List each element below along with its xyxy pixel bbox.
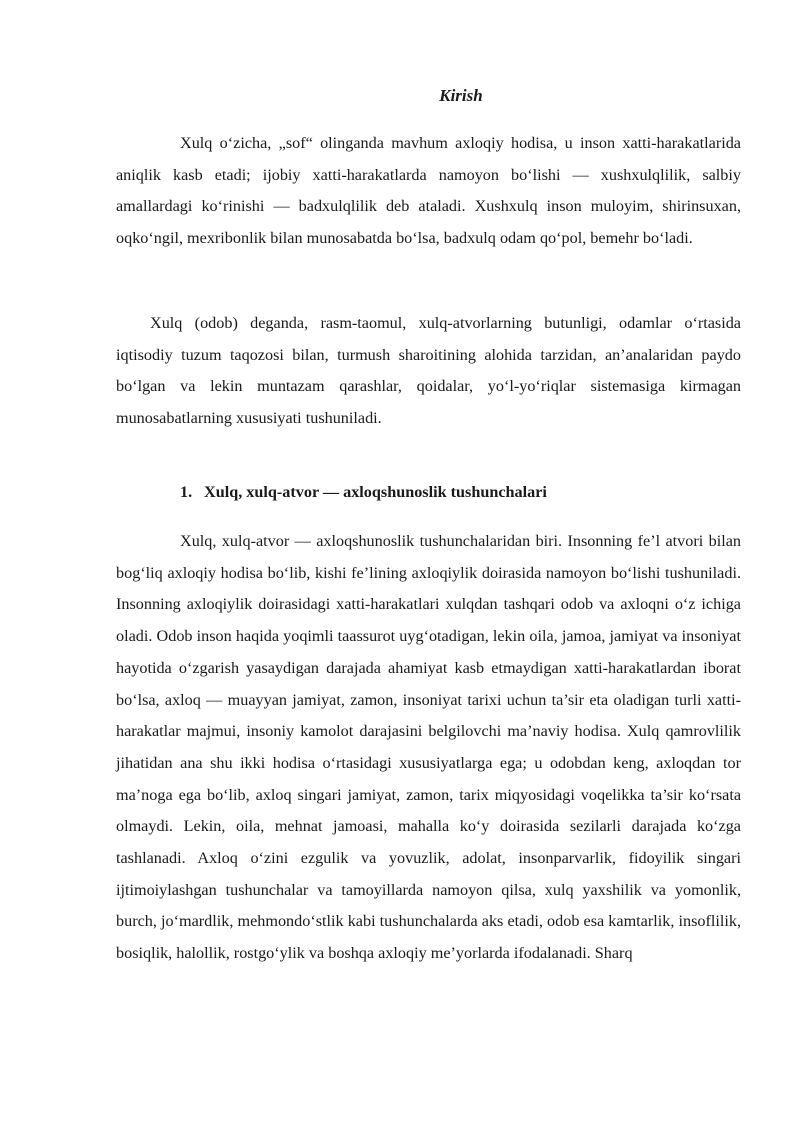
section-number: 1.: [180, 483, 193, 501]
section-title: Xulq, xulq-atvor — axloqshunoslik tushunchalari: [204, 483, 547, 501]
page-title: Kirish: [439, 86, 483, 105]
intro-paragraph-1: Xulq o‘zicha, „sof“ olinganda mavhum axloqiy hodisa, u inson xatti-harakatlarida aniqlik kasb etadi; ijobiy xatti-harakatlarda namoyon bo‘lishi — xushxulqlilik, salbiy amallardagi ko‘rinishi — badxulqlilik deb ataladi. Xushxulq inson muloyim, shirinsuxan, oqko‘ngil, mexribonlik bilan munosabatda bo‘lsa, badxulq odam qo‘pol, bemehr bo‘ladi.: [116, 134, 741, 248]
intro-paragraph-2: Xulq (odob) deganda, rasm-taomul, xulq-atvorlarning butunligi, odamlar o‘rtasida iqtisodiy tuzum taqozosi bilan, turmush sharoitining alohida tarzidan, an’analaridan paydo bo‘lgan va lekin muntazam qarashlar, qoidalar, yo‘l-yo‘riqlar sistemasiga kirmagan munosabatlarning xususiyati tushuniladi.: [116, 314, 741, 428]
section-heading: [180, 482, 547, 502]
section-paragraph: Xulq, xulq-atvor — axloqshunoslik tushunchalaridan biri. Insonning fe’l atvori bilan bog‘liq axloqiy hodisa bo‘lib, kishi fe’lining axloqiylik doirasida namoyon bo‘lishi tushuniladi. Insonning axloqiylik doirasidagi xatti-harakatlari xulqdan tashqari odob va axloqni o‘z ichiga oladi. Odob inson haqida yoqimli taassurot uyg‘otadigan, lekin oila, jamoa, jamiyat va insoniyat hayotida o‘zgarish yasaydigan darajada ahamiyat kasb etmaydigan xatti-harakatlardan iborat bo‘lsa, axloq — muayyan jamiyat, zamon, insoniyat tarixi uchun ta’sir eta oladigan turli xatti-harakatlar majmui, insoniy kamolot darajasini belgilovchi ma’naviy hodisa. Xulq qamrovlilik jihatidan ana shu ikki hodisa o‘rtasidagi xususiyatlarga ega; u odobdan keng, axloqdan tor ma’noga ega bo‘lib, axloq singari jamiyat, zamon, tarix miqyosidagi voqelikka ta’sir ko‘rsata olmaydi. Lekin, oila, mehnat jamoasi, mahalla ko‘y doirasida sezilarli darajada ko‘zga tashlanadi. Axloq o‘zini ezgulik va yovuzlik, adolat, insonparvarlik, fidoyilik singari ijtimoiylashgan tushunchalar va tamoyillarda namoyon qilsa, xulq yaxshilik va yomonlik, burch, jo‘mardlik, mehmondo‘stlik kabi tushunchalarda aks etadi, odob esa kamtarlik, insoflilik, bosiqlik, halollik, rostgo‘ylik va boshqa axloqiy me’yorlarda ifodalanadi. Sharq: [116, 532, 741, 963]
